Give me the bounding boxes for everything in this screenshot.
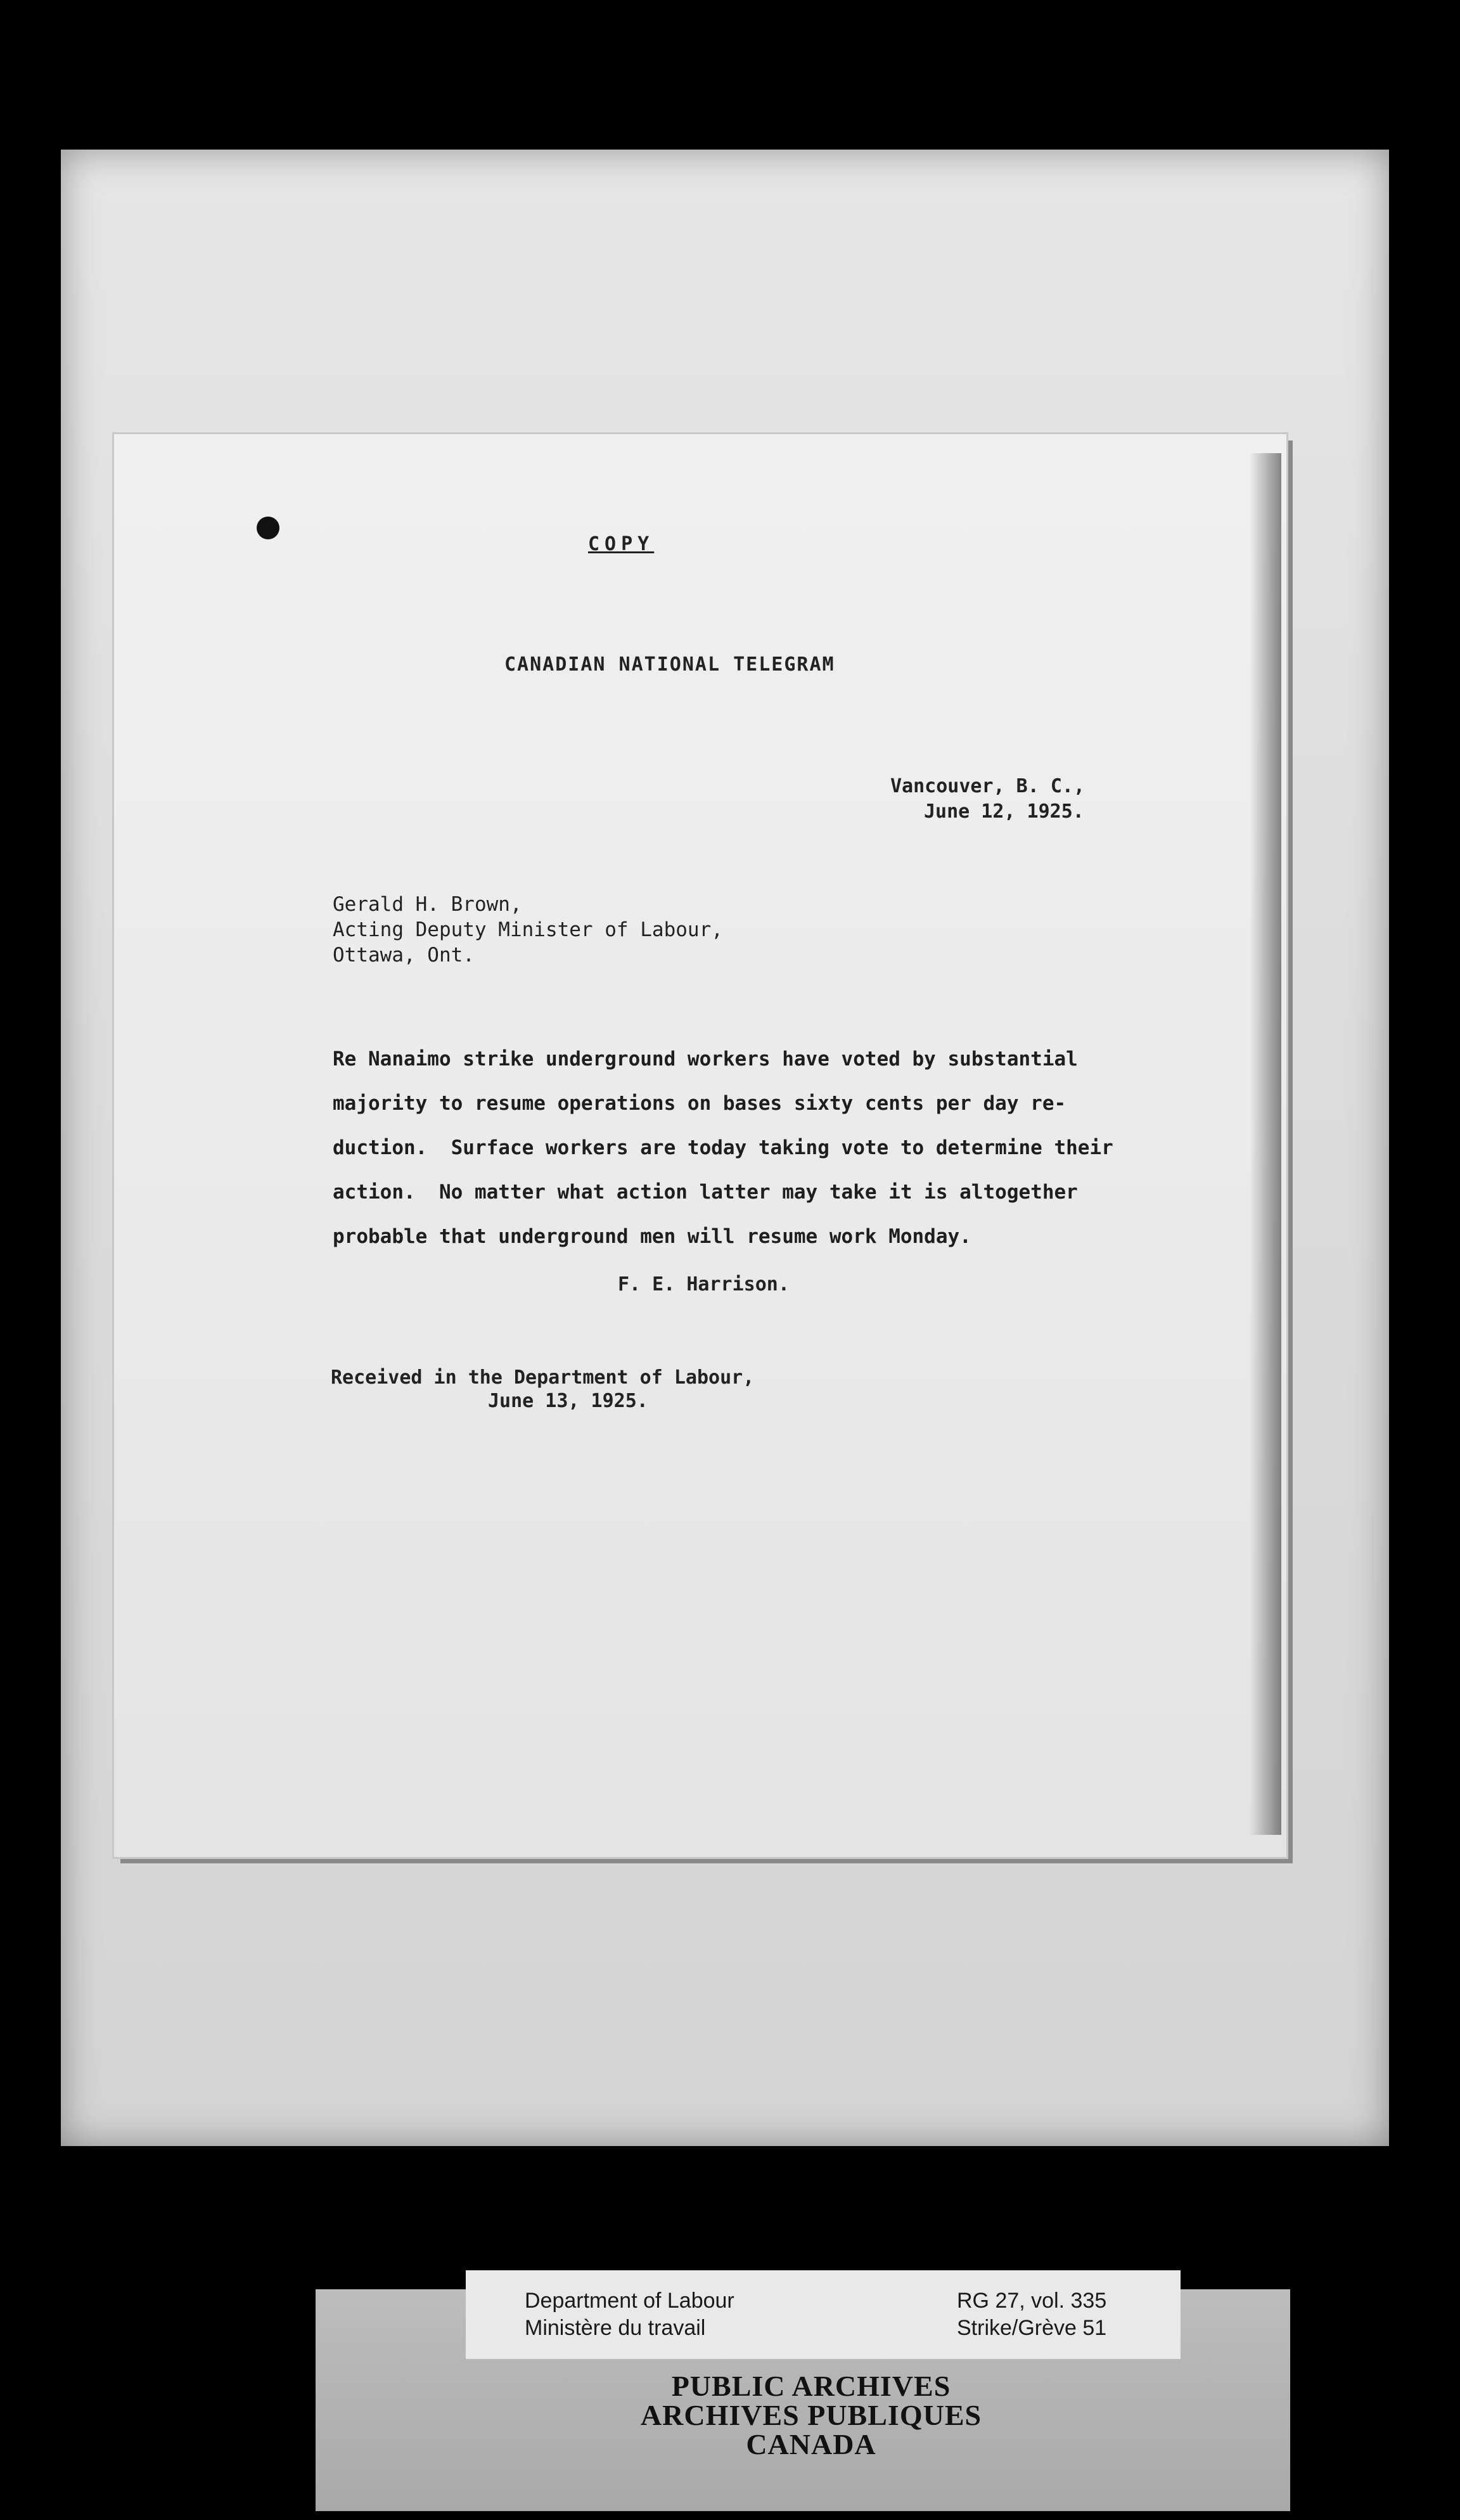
strike-number: Strike/Grève 51 bbox=[957, 2316, 1107, 2340]
body-line: Re Nanaimo strike underground workers have voted by substantial bbox=[333, 1048, 1078, 1070]
punch-hole bbox=[257, 517, 279, 539]
sender-place: Vancouver, B. C., bbox=[890, 775, 1085, 797]
body-line: majority to resume operations on bases sixty cents per day re- bbox=[333, 1092, 1066, 1115]
body-line: action. No matter what action latter may take it is altogether bbox=[333, 1181, 1078, 1204]
department-french: Ministère du travail bbox=[525, 2316, 706, 2340]
stamp-line: CANADA bbox=[746, 2428, 876, 2460]
received-date: June 13, 1925. bbox=[488, 1390, 648, 1412]
addressee-title: Acting Deputy Minister of Labour, bbox=[333, 918, 723, 941]
body-line: probable that underground men will resume work Monday. bbox=[333, 1225, 971, 1248]
archive-label-box bbox=[466, 2270, 1181, 2359]
stamp-line: PUBLIC ARCHIVES bbox=[671, 2370, 951, 2402]
record-group-volume: RG 27, vol. 335 bbox=[957, 2289, 1107, 2313]
page-edge-shadow bbox=[1250, 453, 1281, 1835]
body-line: duction. Surface workers are today taking vote to determine their bbox=[333, 1136, 1113, 1159]
addressee-location: Ottawa, Ont. bbox=[333, 944, 475, 967]
telegram-heading: CANADIAN NATIONAL TELEGRAM bbox=[504, 653, 835, 676]
sent-date: June 12, 1925. bbox=[924, 800, 1084, 823]
received-note: Received in the Department of Labour, bbox=[331, 1366, 755, 1389]
telegram-body bbox=[333, 1037, 1156, 1259]
signature: F. E. Harrison. bbox=[618, 1273, 790, 1295]
department-english: Department of Labour bbox=[525, 2289, 734, 2313]
public-archives-stamp bbox=[615, 2372, 1008, 2498]
addressee-name: Gerald H. Brown, bbox=[333, 893, 522, 916]
stamp-line: ARCHIVES PUBLIQUES bbox=[640, 2399, 982, 2431]
copy-heading: COPY bbox=[588, 533, 655, 555]
